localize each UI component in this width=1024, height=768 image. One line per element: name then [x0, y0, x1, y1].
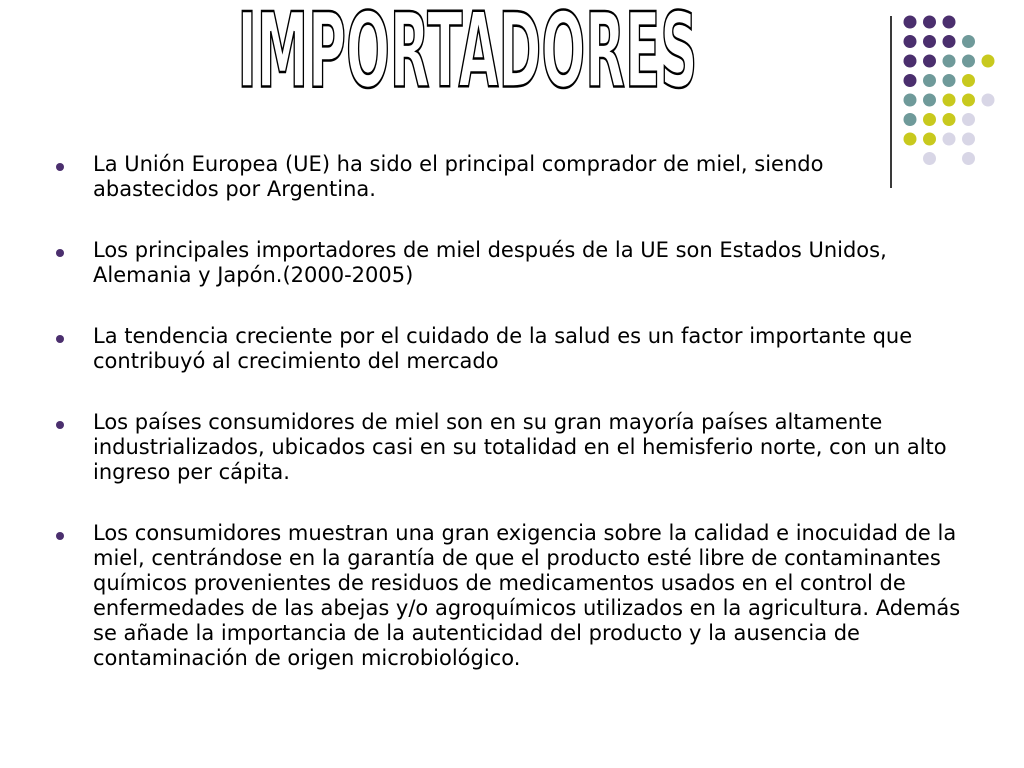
decorative-dot [904, 133, 917, 146]
bullet-marker [56, 532, 64, 540]
decorative-dot [962, 94, 975, 107]
decorative-dot [982, 55, 995, 68]
decorative-dot [923, 133, 936, 146]
bullet-list [56, 152, 961, 707]
bullet-text: Los países consumidores de miel son en su gran mayoría países altamente industrializados, ubicados casi en su totalidad en el hemisferio norte, con un alto ingreso per cápita. [93, 410, 947, 484]
bullet-text: Los principales importadores de miel después de la UE son Estados Unidos, Alemania y Japón.(2000-2005) [93, 238, 887, 287]
bullet-marker [56, 335, 64, 343]
decorative-dot [923, 74, 936, 87]
decorative-dot [943, 35, 956, 48]
bullet-item [56, 410, 961, 485]
decorative-dot [962, 74, 975, 87]
decorative-dot [904, 74, 917, 87]
decorative-dot [943, 113, 956, 126]
slide-title-wordart [230, 0, 705, 122]
decorative-dot [923, 55, 936, 68]
slide-title-text: IMPORTADORES [237, 0, 698, 112]
decorative-dot [962, 152, 975, 165]
decorative-dot [943, 16, 956, 29]
bullet-item [56, 324, 961, 374]
bullet-text: La Unión Europea (UE) ha sido el principal comprador de miel, siendo abastecidos por Argentina. [93, 152, 824, 201]
decorative-dot [904, 16, 917, 29]
decorative-dot [923, 35, 936, 48]
bullet-marker [56, 249, 64, 257]
decorative-dot [904, 113, 917, 126]
bullet-marker [56, 421, 64, 429]
decorative-dot [904, 94, 917, 107]
decorative-dot [943, 94, 956, 107]
bullet-item [56, 238, 961, 288]
decorative-dot [962, 55, 975, 68]
decorative-dot [943, 74, 956, 87]
decorative-dot [904, 35, 917, 48]
bullet-item [56, 521, 961, 671]
bullet-item [56, 152, 923, 202]
decorative-dot [943, 133, 956, 146]
decorative-dot [982, 94, 995, 107]
decorative-dot-grid [900, 8, 1010, 168]
decorative-dot [904, 55, 917, 68]
decorative-dot [962, 133, 975, 146]
decorative-dot [943, 55, 956, 68]
decorative-dot [923, 94, 936, 107]
decorative-dot [923, 16, 936, 29]
bullet-text: Los consumidores muestran una gran exigencia sobre la calidad e inocuidad de la miel, centrándose en la garantía de que el producto esté libre de contaminantes químicos provenientes de residuos de medicamentos usados en el control de enfermedades de las abejas y/o agroquímicos utilizados en la agricultura. Además se añade la importancia de la autenticidad del producto y la ausencia de contaminación de origen microbiológico. [93, 521, 961, 670]
decorative-dot [962, 113, 975, 126]
slide-title [230, 0, 705, 122]
bullet-marker [56, 163, 64, 171]
decorative-dot [962, 35, 975, 48]
decorative-dot [923, 113, 936, 126]
bullet-text: La tendencia creciente por el cuidado de la salud es un factor importante que contribuyó al crecimiento del mercado [93, 324, 913, 373]
